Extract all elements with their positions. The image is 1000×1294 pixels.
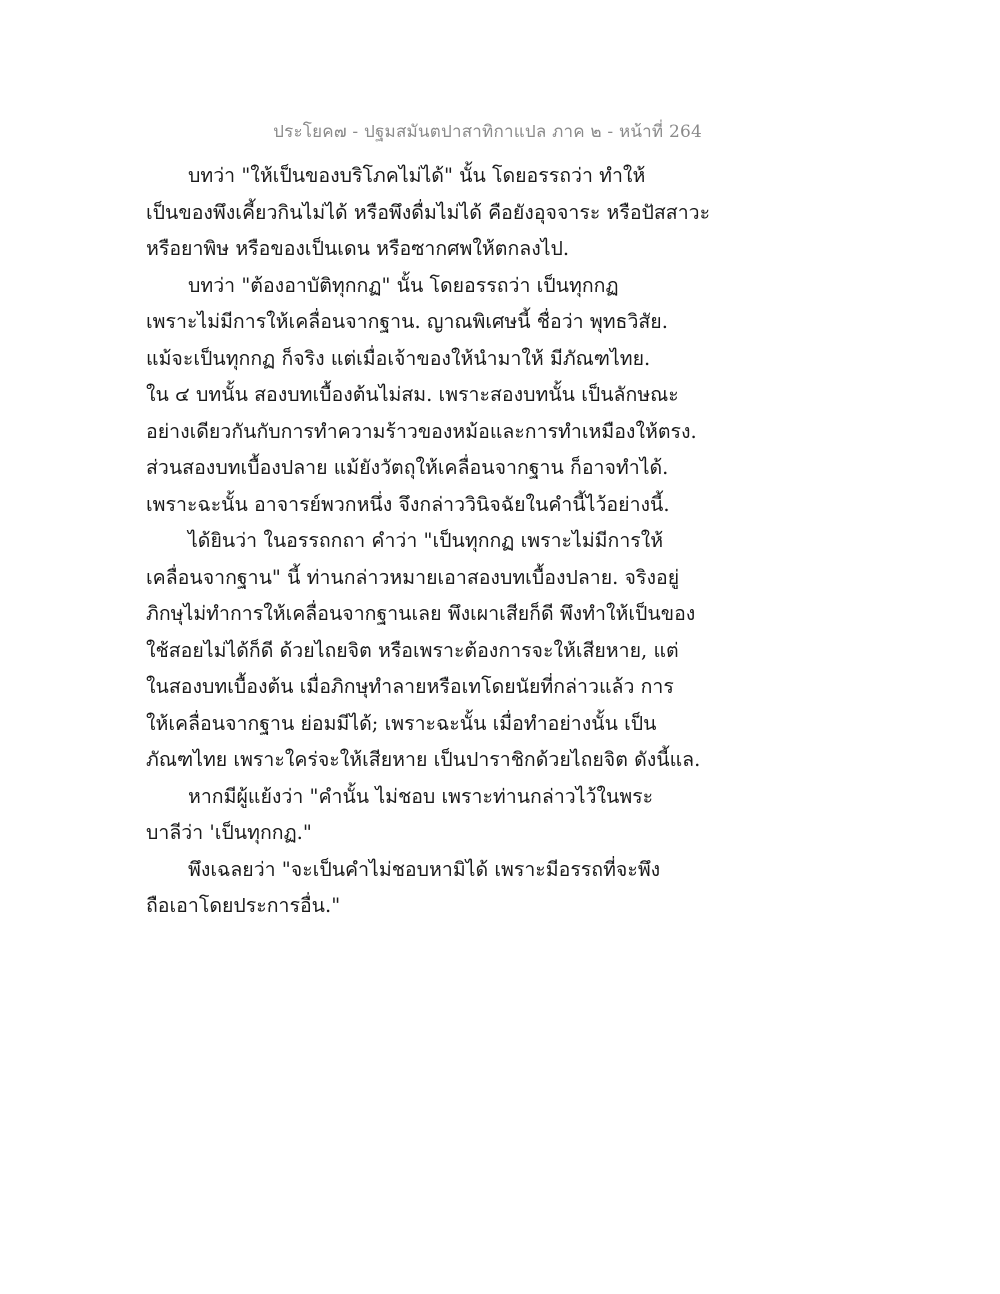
- text-line: เพราะไม่มีการให้เคลื่อนจากฐาน. ญาณพิเศษนี้ ชื่อว่า พุทธวิสัย.: [146, 310, 668, 333]
- text-line: ใน ๔ บทนั้น สองบทเบื้องต้นไม่สม. เพราะสองบทนั้น เป็นลักษณะ: [146, 383, 679, 406]
- text-line: ได้ยินว่า ในอรรถกถา คำว่า "เป็นทุกกฏ เพราะไม่มีการให้: [188, 529, 664, 552]
- paragraph: [146, 852, 706, 925]
- text-line: อย่างเดียวกันกับการทำความร้าวของหม้อและการทำเหมืองให้ตรง.: [146, 419, 697, 443]
- text-line: ใช้สอยไม่ได้ก็ดี ด้วยไถยจิต หรือเพราะต้องการจะให้เสียหาย, แต่: [146, 638, 679, 662]
- text-line: หากมีผู้แย้งว่า "คำนั้น ไม่ชอบ เพราะท่านกล่าวไว้ในพระ: [188, 784, 654, 808]
- text-line: แม้จะเป็นทุกกฏ ก็จริง แต่เมื่อเจ้าของให้นำมาให้ มีภัณฑไทย.: [146, 346, 651, 370]
- text-line: บทว่า "ให้เป็นของบริโภคไม่ได้" นั้น โดยอรรถว่า ทำให้: [188, 164, 646, 187]
- paragraph: [146, 523, 706, 779]
- text-line: ภิกษุไม่ทำการให้เคลื่อนจากฐานเลย พึงเผาเสียก็ดี พึงทำให้เป็นของ: [146, 602, 696, 625]
- text-line: ส่วนสองบทเบื้องปลาย แม้ยังวัตถุให้เคลื่อนจากฐาน ก็อาจทำได้.: [146, 456, 669, 479]
- text-line: เคลื่อนจากฐาน" นี้ ท่านกล่าวหมายเอาสองบทเบื้องปลาย. จริงอยู่: [146, 565, 680, 589]
- text-line: ให้เคลื่อนจากฐาน ย่อมมีได้; เพราะฉะนั้น เมื่อทำอย่างนั้น เป็น: [146, 711, 657, 735]
- text-line: เป็นของพึงเคี้ยวกินไม่ได้ หรือพึงดื่มไม่ได้ คือยังอุจจาระ หรือปัสสาวะ: [146, 200, 711, 224]
- running-header: ประโยค๗ - ปฐมสมันตปาสาทิกาแปล ภาค ๒ - หน้าที่ 264: [273, 122, 702, 142]
- paragraph: [146, 268, 706, 524]
- paragraph: [146, 158, 711, 268]
- text-line: ถือเอาโดยประการอื่น.": [146, 894, 341, 917]
- paragraph: [146, 779, 706, 852]
- text-line: ภัณฑไทย เพราะใคร่จะให้เสียหาย เป็นปาราชิกด้วยไถยจิต ดังนี้แล.: [146, 748, 701, 771]
- text-line: บาลีว่า 'เป็นทุกกฏ.": [146, 821, 312, 844]
- text-line: บทว่า "ต้องอาบัติทุกกฏ" นั้น โดยอรรถว่า เป็นทุกกฏ: [188, 273, 619, 297]
- text-line: ในสองบทเบื้องต้น เมื่อภิกษุทำลายหรือเทโดยนัยที่กล่าวแล้ว การ: [146, 675, 674, 698]
- text-line: พึงเฉลยว่า "จะเป็นคำไม่ชอบหามิได้ เพราะมีอรรถที่จะพึง: [188, 857, 661, 881]
- body-text: [146, 158, 711, 925]
- text-line: หรือยาพิษ หรือของเป็นเดน หรือซากศพให้ตกลงไป.: [146, 237, 570, 260]
- text-line: เพราะฉะนั้น อาจารย์พวกหนึ่ง จึงกล่าววินิจฉัยในคำนี้ไว้อย่างนี้.: [146, 492, 670, 516]
